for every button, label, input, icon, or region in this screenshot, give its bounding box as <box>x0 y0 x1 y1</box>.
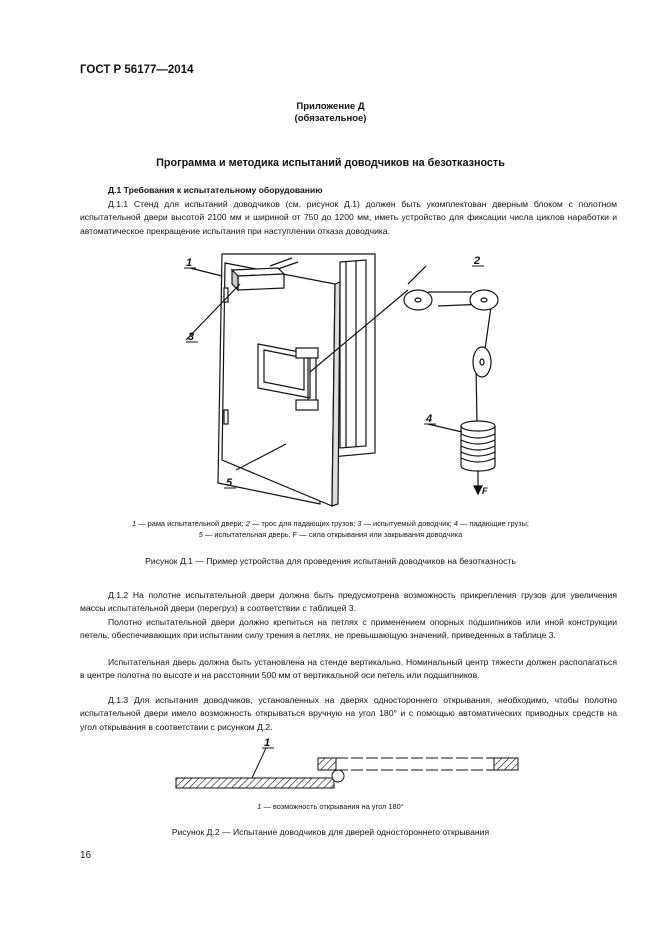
paragraph-d11: Д.1.1 Стенд для испытаний доводчиков (см. рисунок Д.1) должен быть укомплектован дверным блоком с полотном испытательной двери высотой 2100 мм и шириной от 750 до 1200 мм, иметь устройство для фиксации числа циклов наработки и автоматическое прекращение испытания при наступлении отказа доводчика. <box>80 199 617 236</box>
legend-text-1: — рама испытательной двери; <box>136 519 246 528</box>
door-handle-bottom <box>296 400 318 410</box>
legend-text-3: — испытуемый доводчик; <box>361 519 454 528</box>
door-handle-top <box>296 348 318 358</box>
figure-d2-caption: Рисунок Д.2 — Испытание доводчиков для дверей одностороннего открывания <box>171 827 490 837</box>
falling-weights <box>461 421 495 471</box>
label-2: 2 <box>474 255 481 267</box>
label-1: 1 <box>186 257 193 269</box>
page-number: 16 <box>80 850 92 861</box>
frame-inner <box>340 260 366 448</box>
label-4: 4 <box>426 413 433 425</box>
figure-d2-leader <box>252 748 266 778</box>
hinge-pivot <box>332 770 344 782</box>
legend-num-1: 1 <box>132 519 137 528</box>
appendix-title: Приложение Д <box>296 101 365 112</box>
figure-d2-label-1: 1 <box>264 737 271 749</box>
pulley-right <box>470 290 498 310</box>
pulley-left <box>404 290 432 310</box>
legend-text-5: — испытательная дверь; F — сила открывания или закрывания доводчика <box>202 530 463 539</box>
document-header: ГОСТ Р 56177—2014 <box>80 64 194 76</box>
paragraph-vertical: Испытательная дверь должна быть установлена на стенде вертикально. Номинальный центр тяжести должен располагаться в центре полотна по высоте и на расстоянии 500 мм от вертикальной оси петель или подшипников. <box>80 657 617 681</box>
figure-d1-caption: Рисунок Д.1 — Пример устройства для проведения испытаний доводчиков на безотказность <box>145 556 516 566</box>
paragraph-d13: Д.1.3 Для испытания доводчиков, установленных на дверях одностороннего открывания, необходимо, чтобы полотно испытательной двери имело возможность открываться вручную на угол 180° и с помощью автоматических приводных средств на угол открывания в соответствии с рисунком Д.2. <box>80 695 617 732</box>
legend-num-2: 2 <box>245 519 250 528</box>
label-force: F <box>482 486 488 496</box>
wall-left <box>318 758 336 770</box>
appendix-status: (обязательное) <box>294 113 367 124</box>
hinge-bottom <box>224 410 228 424</box>
legend-num-5: 5 <box>198 530 203 539</box>
paragraph-hinges: Полотно испытательной двери должно крепиться на петлях с применением опорных подшипников или иной конструкции петель, обеспечивающих при испытании силу трения в петлях, не превышающую значений, приведенных в таблице 3. <box>80 617 617 641</box>
paragraph-d12: Д.1.2 На полотне испытательной двери должна быть предусмотрена возможность прикрепления грузов для увеличения массы испытательной двери (перегруз) в соответствии с таблицей 3. <box>80 590 617 614</box>
figure-d1-diagram <box>170 248 510 508</box>
legend-num-4: 4 <box>453 519 458 528</box>
pulley-vertical <box>473 347 491 377</box>
figure-d2-legend-text: — возможность открывания на угол 180° <box>261 802 404 811</box>
figure-d1-legend-line2 <box>0 530 661 539</box>
legend-text-2: — трос для падающих грузов; <box>249 519 358 528</box>
legend-num-3: 3 <box>357 519 362 528</box>
door-open-position <box>176 778 334 788</box>
wall-right <box>494 758 518 770</box>
figure-d2-diagram <box>170 736 530 796</box>
figure-d1-legend-line1 <box>0 519 661 528</box>
figure-d2-legend-num: 1 <box>257 802 262 811</box>
section-title: Программа и методика испытаний доводчиков на безотказность <box>156 157 505 169</box>
label-3: 3 <box>188 331 195 343</box>
subsection-heading: Д.1 Требования к испытательному оборудованию <box>108 185 323 195</box>
figure-d2-legend <box>0 802 661 811</box>
legend-text-4: — падающие грузы; <box>457 519 529 528</box>
label-5: 5 <box>226 477 233 489</box>
